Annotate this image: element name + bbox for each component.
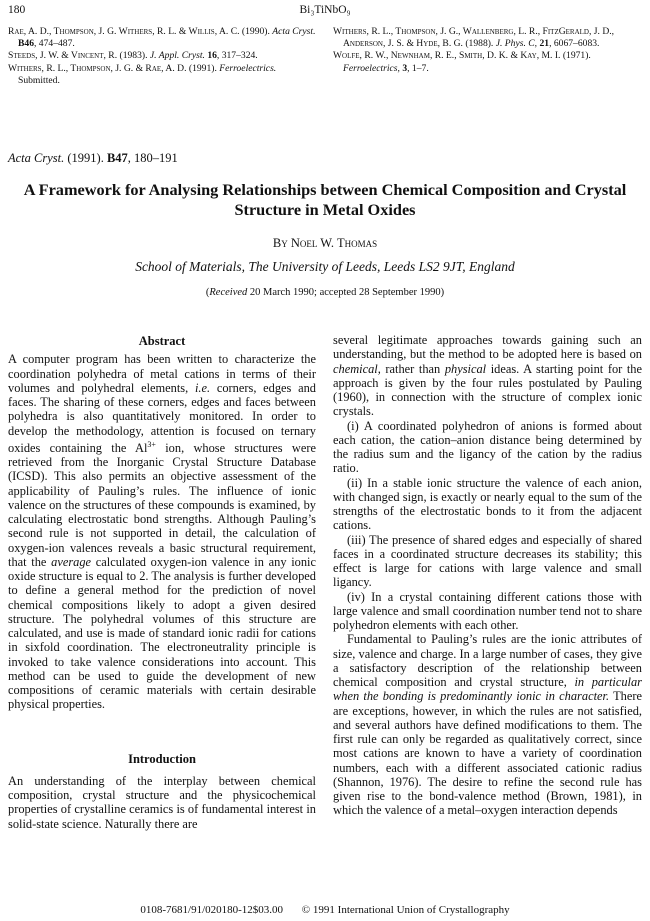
introduction-heading: Introduction — [128, 751, 196, 766]
pauling-rule-3: (iii) The presence of shared edges and especially of shared faces in a coordinated structure decreases its stability; this effect is large for cations with large valence and small ligancy. — [333, 532, 642, 590]
pauling-rule-2: (ii) In a stable ionic structure the valence of each anion, with changed sign, is exactly or nearly equal to the sum of the strengths of the electrostatic bonds to it from the adjacent cations. — [333, 475, 642, 533]
references-left — [8, 26, 316, 87]
article-title: A Framework for Analysing Relationships between Chemical Composition and Crystal Structure in Metal Oxides — [23, 180, 627, 219]
reference: Withers, R. L., Thompson, J. G. & Rae, A. D. (1991). Ferroelectrics. Submitted. — [8, 62, 277, 86]
references-right — [333, 26, 641, 75]
article-code: 0108-7681/91/020180-12$03.00 — [140, 904, 284, 916]
abstract-heading: Abstract — [138, 334, 186, 348]
right-column — [333, 333, 642, 818]
paragraph: several legitimate approaches towards gaining such an understanding, but the method to be adopted here is based on chemical, rather than physical ideas. A starting point for the approach is given by the four rules postulated by Pauling (1960), in connection with the structure of complex ionic crystals. — [333, 333, 642, 419]
pauling-rule-4: (iv) In a crystal containing different cations those with large valence and small coordination number tend not to share polyhedron elements with each other. — [333, 589, 642, 632]
pauling-rule-1: (i) A coordinated polyhedron of anions is formed about each cation, the cation–anion distance being determined by the radius sum and the ligancy of the cation by the radius ratio. — [333, 418, 642, 476]
running-title: Bi₃TiNbO₉ — [299, 4, 351, 16]
page-footer — [0, 904, 650, 916]
reference: Steeds, J. W. & Vincent, R. (1983). J. Appl. Cryst. 16, 317–324. — [8, 50, 258, 62]
paragraph: Fundamental to Pauling’s rules are the ionic attributes of size, valence and charge. In a large number of cases, they give a satisfactory description of the relationship between chemical composition and crystal structure, in particular when the bonding is predominantly ionic in character. There are exceptions, however, in which the rules are not satisfied, and several authors have defined modifications to them. The first rule can only be regarded as qualitatively correct, since most cations are known to have a variety of coordination numbers, each with a different associated cationic radius (Shannon, 1976). The desire to refine the second rule has given rise to the bond-valence method (Brown, 1981), in which the valence of a metal–oxygen interaction depends — [333, 632, 642, 818]
reference: Wolfe, R. W., Newnham, R. E., Smith, D. K. & Kay, M. I. (1971). Ferroelectrics, 3, 1–7. — [333, 50, 591, 74]
reference: Rae, A. D., Thompson, J. G. Withers, R. L. & Willis, A. C. (1990). Acta Cryst. B46, 474–487. — [8, 26, 316, 50]
author-line: By Noel W. Thomas — [272, 236, 378, 250]
journal-citation: Acta Cryst. (1991). B47, 180–191 — [8, 151, 178, 165]
abstract-text: A computer program has been written to characterize the coordination polyhedra of metal cations in terms of their volumes and polyhedral elements, i.e. corners, edges and faces. The sharing of these corners, edges and faces between polyhedra is also quantitatively monitored. In order to develop the methodology, attention is focused on ternary oxides containing the $Al^{3+}$ ion, whose structures were retrieved from the Inorganic Crystal Structure Database (ICSD). This also permits an objective assessment of the applicability of Pauling’s rules. The influence of ionic valence on the structures of these compounds is examined, by calculating electrostatic bond strengths. Although Pauling’s second rule is not supported in detail, the calculation of oxygen-ion valences reveals a basic structural requirement, that the average calculated oxygen-ion valence in any ionic oxide structure is equal to 2. The analysis is further developed to define a general method for the prediction of novel chemical compositions likely to adopt a given desired structure. The polyhedral volumes of this structure are calculated, and use is made of standard ionic radii for cations in sixfold coordination. The electroneutrality principle is invoked to take valence considerations into account. This method can be used to guide the development of new compositions of ceramic materials with certain desirable physical properties. — [8, 352, 316, 712]
affiliation: School of Materials, The University of Leeds, Leeds LS2 9JT, England — [135, 259, 515, 274]
reference: Withers, R. L., Thompson, J. G., Wallenberg, L. R., FitzGerald, J. D., Anderson, J. S. & Hyde, B. G. (1988). J. Phys. C, 21, 6067–6083. — [333, 26, 615, 50]
introduction-text: An understanding of the interplay between chemical composition, crystal structure and the physicochemical properties of crystalline ceramics is of fundamental interest in solid-state science. Naturally there are — [8, 773, 316, 831]
page-number: 180 — [8, 4, 26, 16]
copyright: © 1991 International Union of Crystallography — [301, 904, 510, 916]
author-name: Noel W. Thomas — [290, 236, 378, 250]
received-dates: (Received 20 March 1990; accepted 28 September 1990) — [205, 287, 445, 298]
left-column — [8, 334, 316, 831]
page-header — [8, 4, 642, 18]
